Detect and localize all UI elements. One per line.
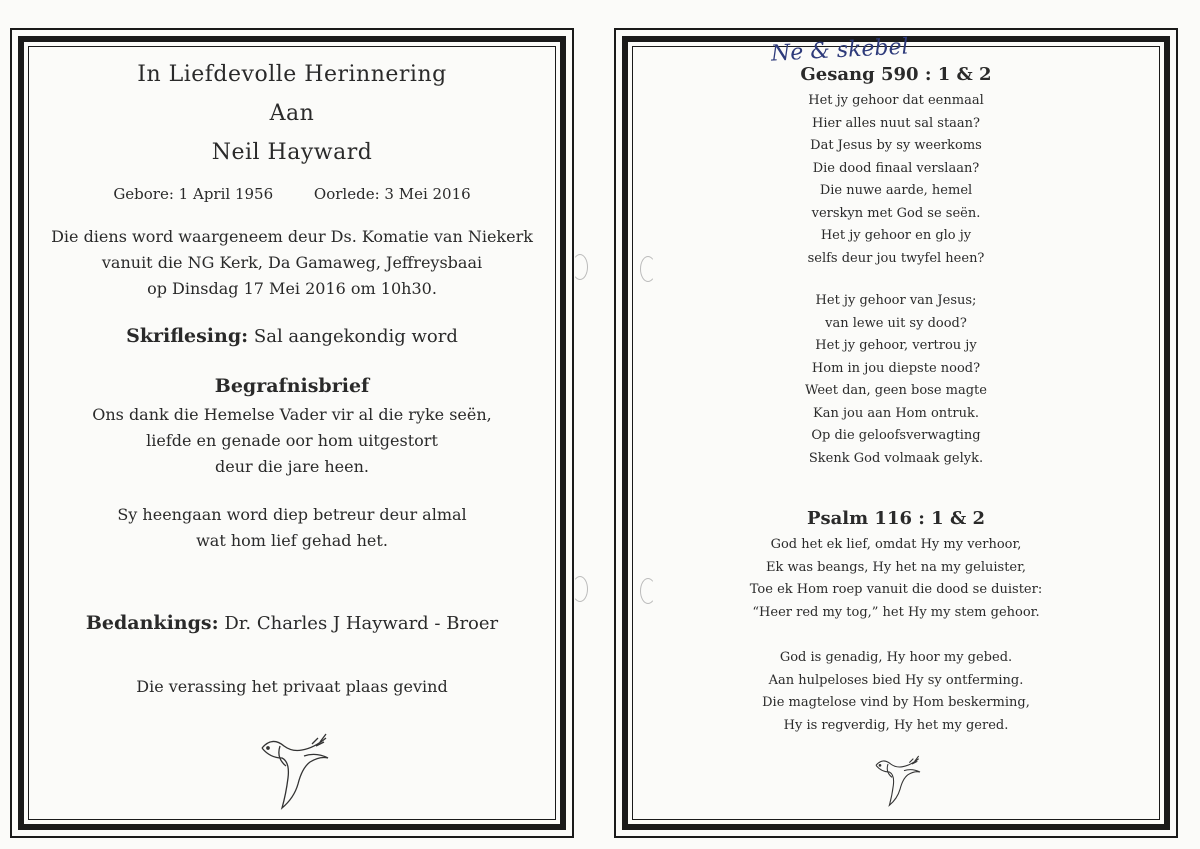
aan-line: Aan — [269, 101, 315, 126]
hymn-line: Aan hulpeloses bied Hy sy ontferming. — [768, 672, 1024, 688]
hymn-line: God het ek lief, omdat Hy my verhoor, — [770, 537, 1022, 552]
service-line: Die diens word waargeneem deur Ds. Komatie van Niekerk — [51, 227, 533, 246]
hymn-line: Dat Jesus by sy weerkoms — [810, 138, 982, 153]
right-page-content — [640, 30, 1152, 836]
hymn-line: Weet dan, geen bose magte — [805, 383, 987, 398]
birth-date: Gebore: 1 April 1956 — [113, 185, 274, 203]
hymn-line: God is genadig, Hy hoor my gebed. — [779, 650, 1013, 665]
hymn-line: Hier alles nuut sal staan? — [811, 115, 981, 131]
mourning-line: wat hom lief gehad het. — [196, 531, 388, 550]
hymn-line: Die nuwe aarde, hemel — [819, 183, 973, 198]
death-date: Oorlede: 3 Mei 2016 — [313, 185, 471, 203]
hymn-line: selfs deur jou twyfel heen? — [807, 250, 985, 266]
dates-line — [36, 185, 548, 203]
burial-text — [36, 402, 548, 480]
hymn-line: van lewe uit sy dood? — [825, 315, 967, 331]
hymn-line: Het jy gehoor en glo jy — [820, 228, 972, 243]
hymn-line: Op die geloofsverwagting — [811, 428, 981, 443]
hymn-line: Ek was beangs, Hy het na my geluister, — [765, 559, 1027, 575]
mourning-line: Sy heengaan word diep betreur deur almal — [117, 505, 467, 524]
service-line: vanuit die NG Kerk, Da Gamaweg, Jeffreysbaai — [101, 253, 483, 272]
hymn-line: Het jy gehoor dat eenmaal — [808, 93, 984, 108]
punch-hole — [572, 576, 588, 602]
dove-icon — [861, 752, 931, 812]
hymn-line: Toe ek Hom roep vanuit die dood se duister: — [749, 582, 1043, 597]
hymn-line: Hy is regverdig, Hy het my gered. — [783, 717, 1009, 733]
punch-hole — [640, 256, 656, 282]
burial-line: liefde en genade oor hom uitgestort — [146, 431, 438, 450]
handwritten-note: Ne & skebel — [770, 34, 910, 67]
hymn-line: verskyn met God se seën. — [811, 205, 981, 221]
dove-icon — [242, 728, 342, 818]
hymn-line: Het jy gehoor, vertrou jy — [815, 338, 977, 353]
hymn-line: Hom in jou diepste nood? — [811, 360, 981, 376]
hymn2-title: Psalm 116 : 1 & 2 — [806, 508, 986, 529]
burial-line: Ons dank die Hemelse Vader vir al die ryke seën, — [92, 405, 492, 424]
mourning-text — [36, 502, 548, 554]
deceased-name: Neil Hayward — [211, 140, 373, 165]
service-details — [36, 224, 548, 302]
hymn1-verse2 — [640, 290, 1152, 470]
burial-line: deur die jare heen. — [215, 457, 369, 476]
hymn-line: Skenk God volmaak gelyk. — [808, 450, 984, 466]
hymn2-verse1 — [640, 534, 1152, 624]
hymn-line: Die magtelose vind by Hom beskerming, — [762, 695, 1030, 710]
service-line: op Dinsdag 17 Mei 2016 om 10h30. — [147, 279, 437, 298]
hymn-line: Het jy gehoor van Jesus; — [815, 293, 977, 308]
memorial-title: In Liefdevolle Herinnering — [137, 62, 447, 87]
scripture-value: Sal aangekondig word — [253, 326, 458, 347]
left-page-content — [36, 30, 548, 836]
scripture-reading — [36, 325, 548, 347]
hymn-line: “Heer red my tog,” het Hy my stem gehoor. — [752, 604, 1040, 620]
hymn1-verse1 — [640, 90, 1152, 270]
hymn-line: Die dood finaal verslaan? — [812, 160, 980, 176]
hymn2-verse2 — [640, 647, 1152, 737]
thanks-line — [36, 612, 548, 634]
thanks-value: Dr. Charles J Hayward - Broer — [224, 613, 499, 634]
cremation-note: Die verassing het privaat plaas gevind — [136, 677, 448, 696]
right-page — [614, 28, 1178, 838]
thanks-label: Bedankings: — [85, 612, 219, 634]
punch-hole — [640, 578, 656, 604]
burial-heading: Begrafnisbrief — [214, 375, 370, 397]
scripture-label: Skriflesing: — [126, 325, 249, 347]
left-page — [10, 28, 574, 838]
hymn1-title: Gesang 590 : 1 & 2 — [800, 64, 992, 85]
hymn-line: Kan jou aan Hom ontruk. — [813, 405, 979, 421]
punch-hole — [572, 254, 588, 280]
